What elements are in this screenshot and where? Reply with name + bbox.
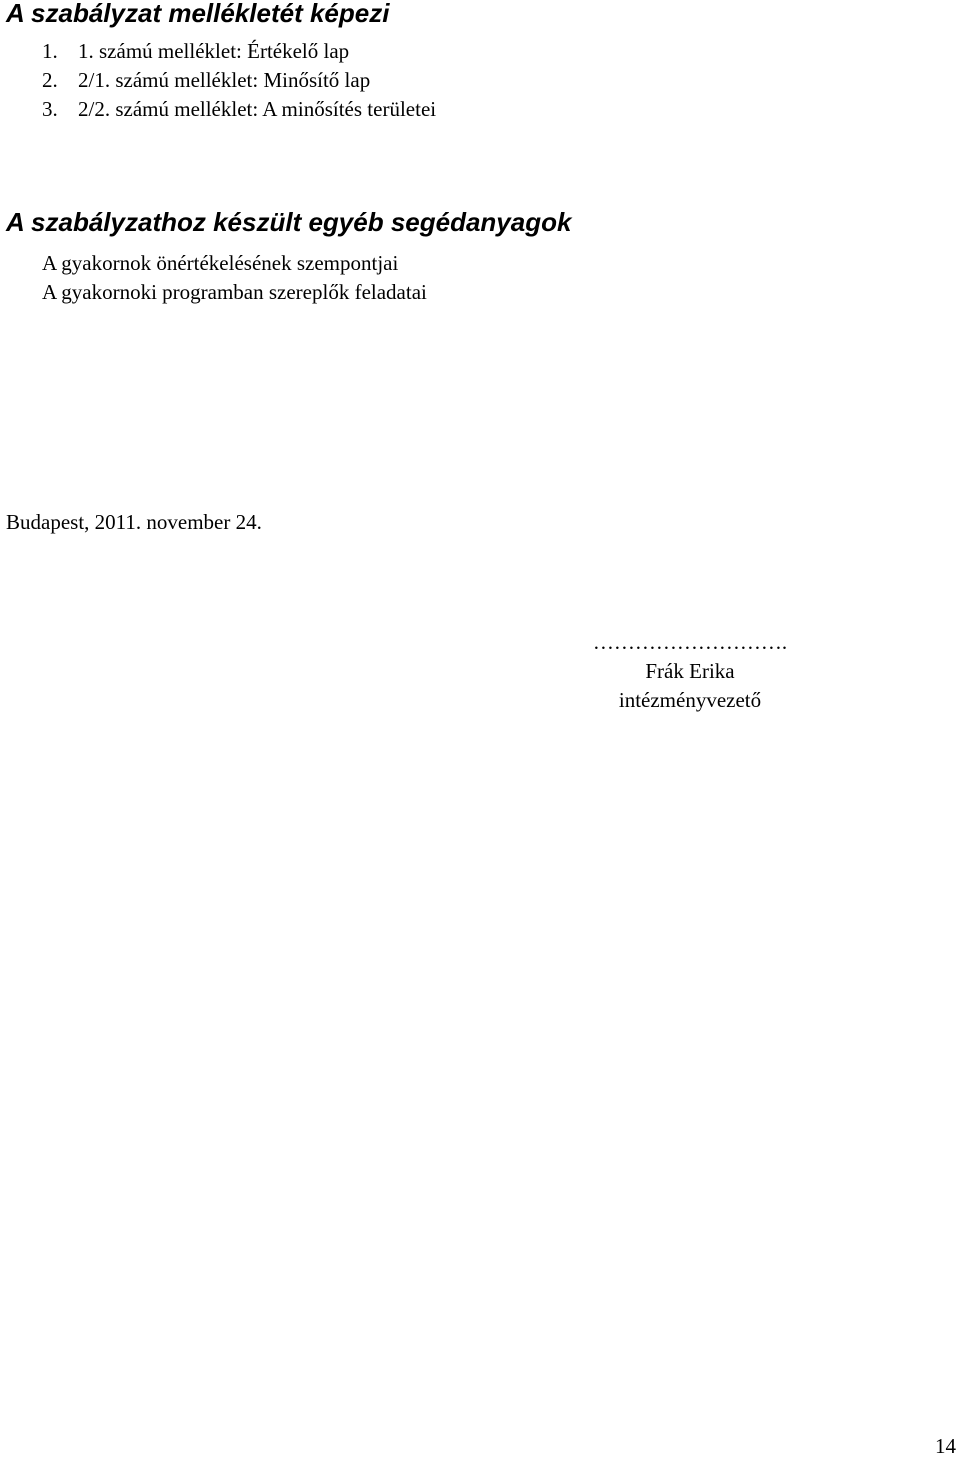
page-number: 14 [935,1434,956,1458]
list-number: 1. [42,39,58,63]
list-number: 3. [42,97,58,121]
annex-heading: A szabályzat mellékletét képezi [6,0,390,28]
date-line: Budapest, 2011. november 24. [6,510,262,534]
list-number: 2. [42,68,58,92]
list-item-text: 2/1. számú melléklet: Minősítő lap [78,68,371,92]
materials-list-item: A gyakornok önértékelésének szempontjai [42,251,399,275]
signature-block [540,628,840,715]
signature-line: ………………………. [592,630,788,654]
list-item-text: 1. számú melléklet: Értékelő lap [78,39,350,63]
materials-heading: A szabályzathoz készült egyéb segédanyagok [6,207,572,237]
signer-name: Frák Erika [645,659,735,683]
materials-list-item: A gyakornoki programban szereplők feladatai [42,280,427,304]
signer-title: intézményvezető [618,688,762,712]
materials-list [42,249,427,307]
list-item-text: 2/2. számú melléklet: A minősítés területei [78,97,437,121]
